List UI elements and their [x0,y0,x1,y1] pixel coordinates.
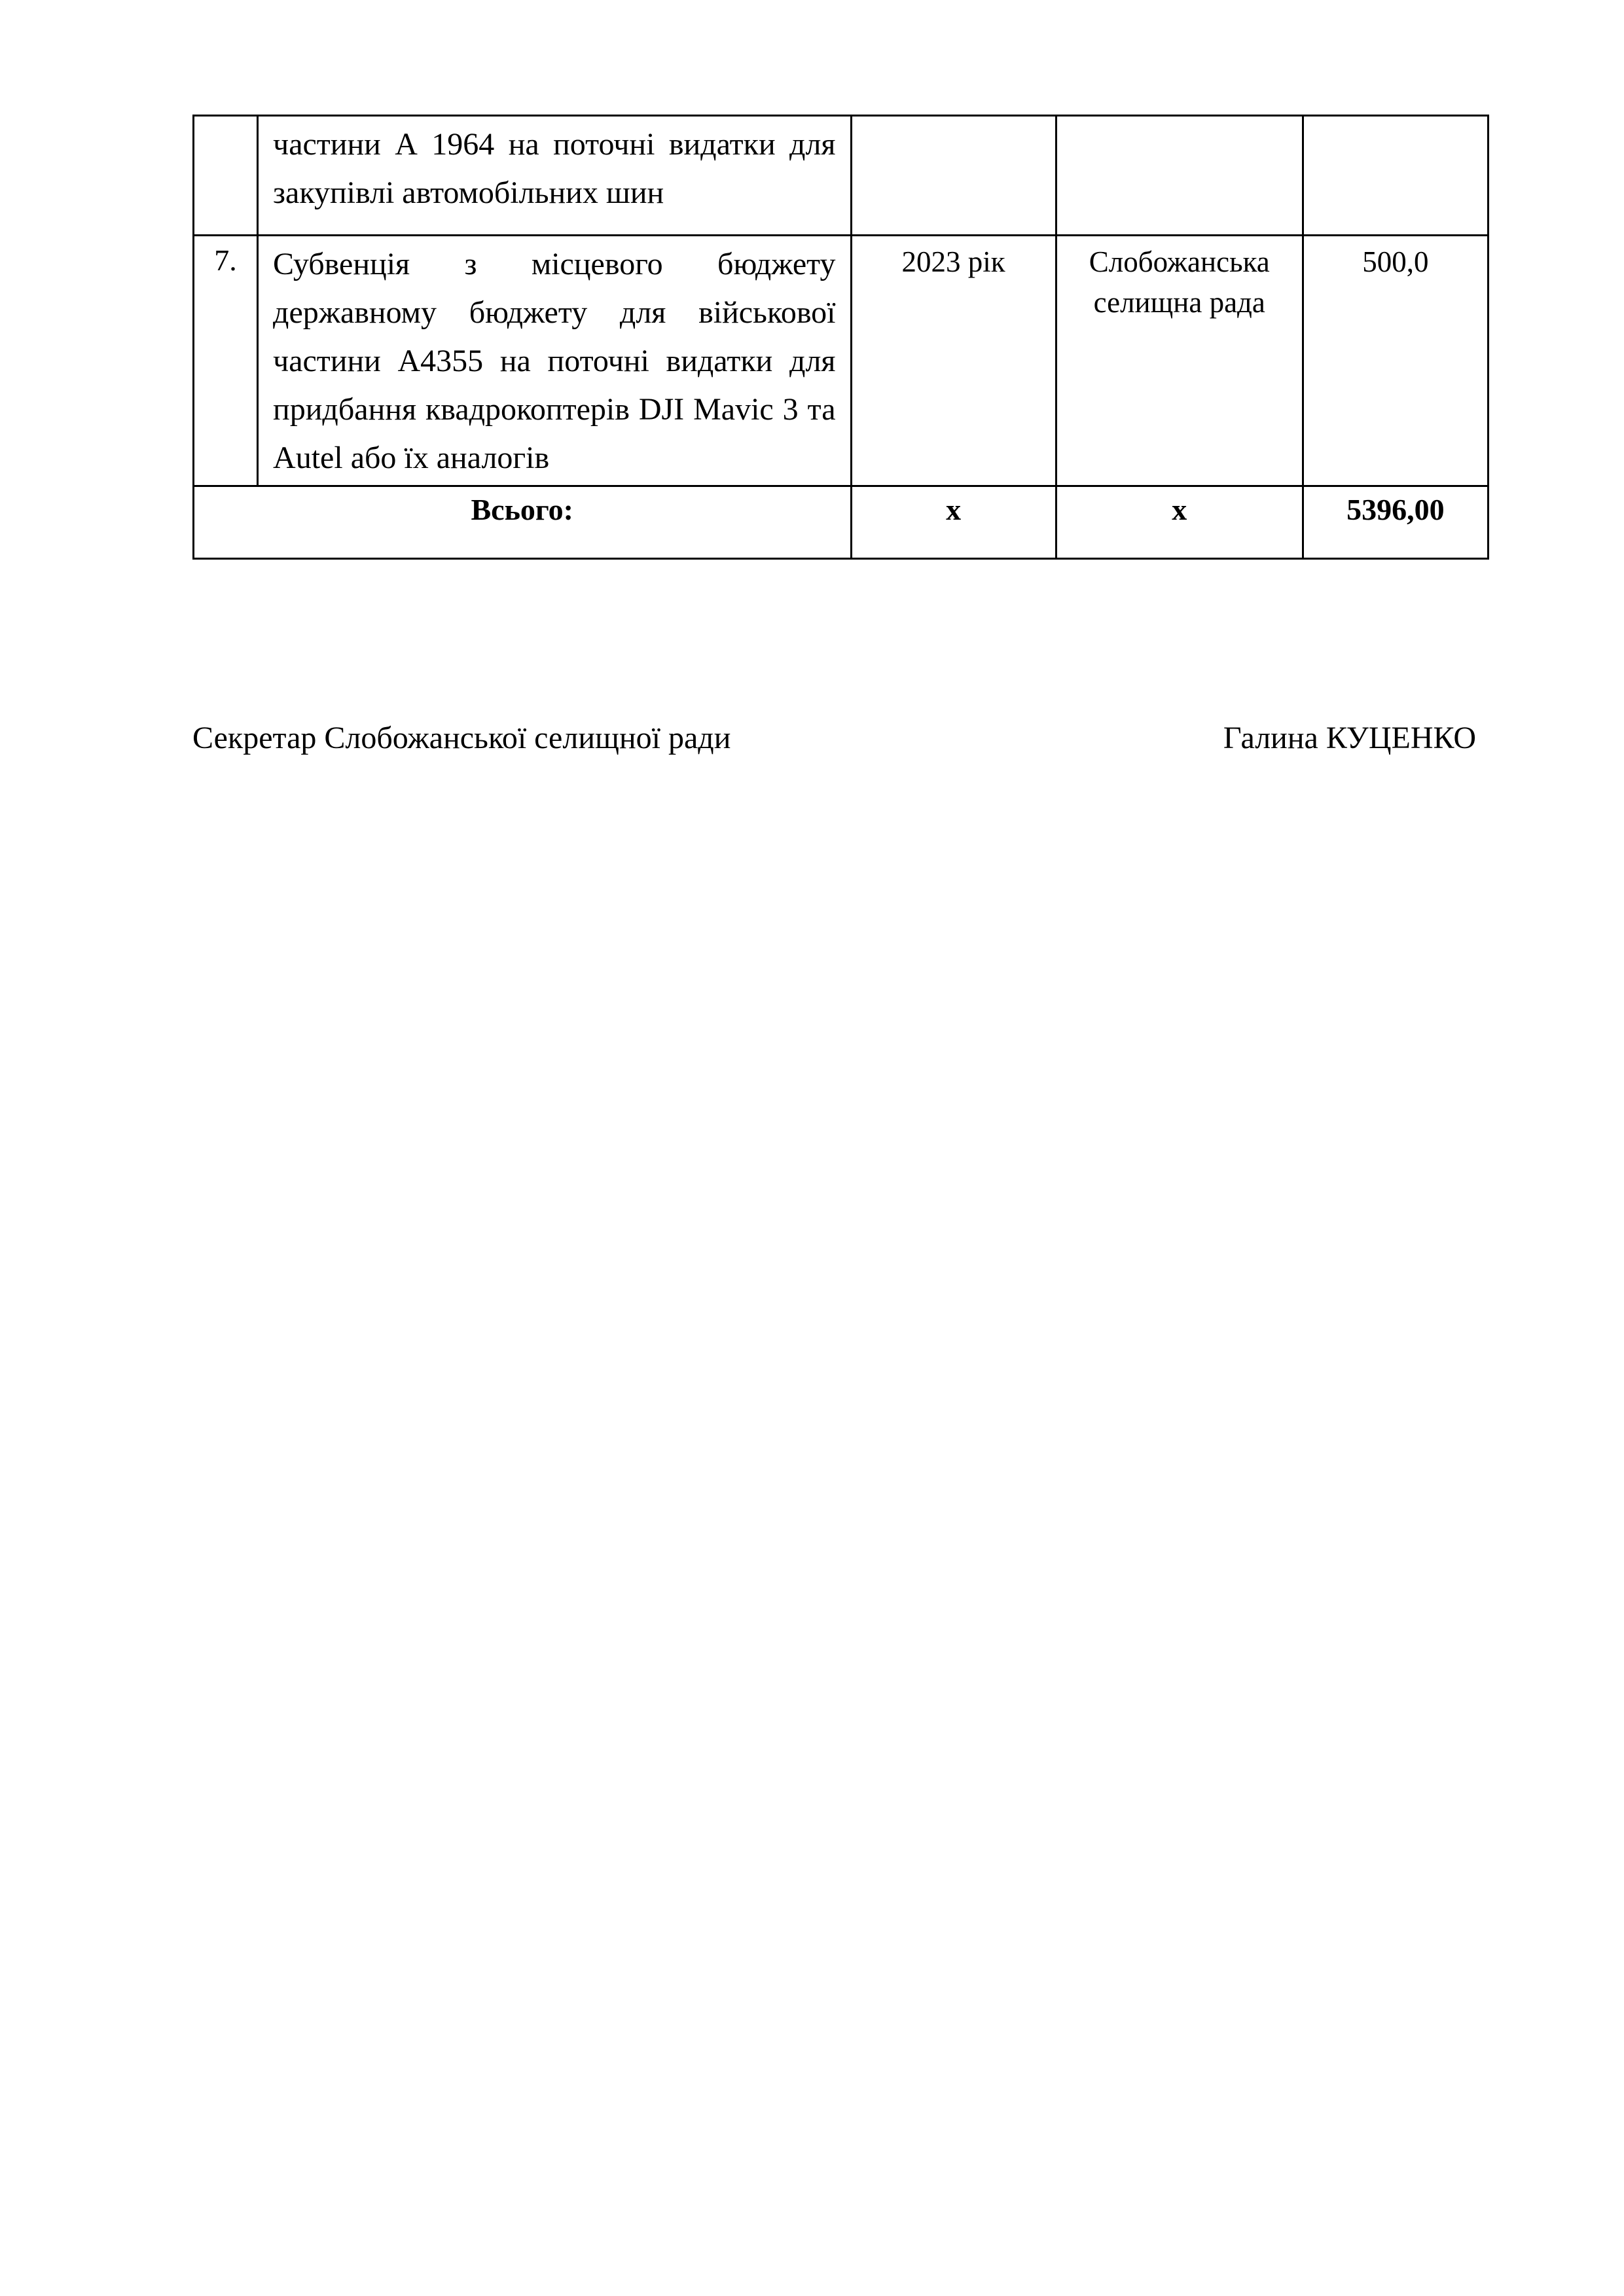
total-amount-cell: 5396,00 [1303,486,1488,559]
row-number-cell: 7. [194,236,258,486]
table-row [194,116,1489,236]
total-term-cell: х [851,486,1056,559]
row-executor-cell: Слобожанська селищна рада [1056,236,1303,486]
row-executor-cell [1056,116,1303,236]
table-row [194,236,1489,486]
signatory-name: Галина КУЦЕНКО [1223,721,1476,755]
row-term-cell [851,116,1056,236]
signature-block [192,720,1476,756]
total-label-cell: Всього: [194,486,852,559]
row-description-cell: Субвенція з місцевого бюджету державному бюджету для військової частини А4355 на поточні видатки для придбання квадрокоптерів DJI Mavic 3 та Autel або їх аналогів [258,236,851,486]
row-amount-cell: 500,0 [1303,236,1488,486]
total-row [194,486,1489,559]
row-term-cell: 2023 рік [851,236,1056,486]
signatory-position: Секретар Слобожанської селищної ради [192,721,731,755]
row-number-cell [194,116,258,236]
row-amount-cell [1303,116,1488,236]
row-description-cell: частини А 1964 на поточні видатки для закупівлі автомобільних шин [258,116,851,236]
budget-table [192,115,1489,560]
total-executor-cell: х [1056,486,1303,559]
